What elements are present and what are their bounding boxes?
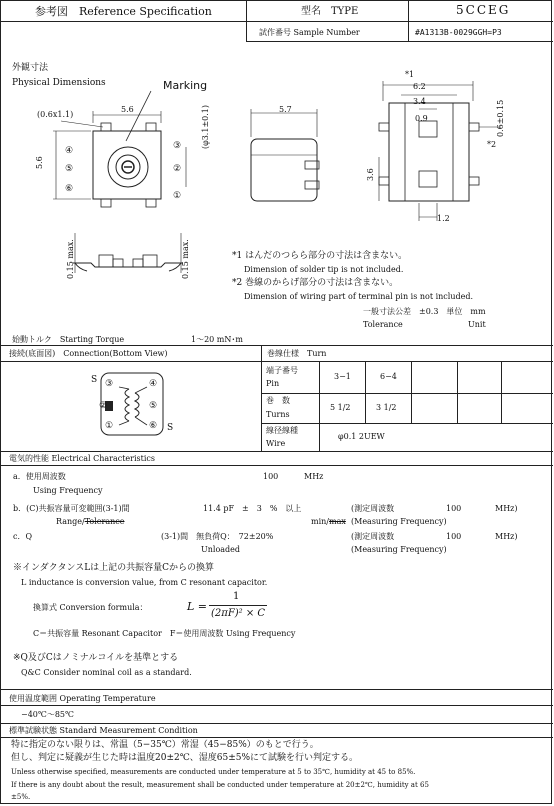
winding-pin-v2: 6−4 bbox=[380, 372, 397, 381]
range-meas-en: (Measuring Frequency) bbox=[351, 517, 447, 526]
temperature-title: 使用温度範囲 Operating Temperature bbox=[9, 694, 156, 703]
range-meas: (測定周波数 bbox=[351, 504, 395, 513]
top-width-dim: 5.6 bbox=[121, 105, 134, 114]
side-width-dim: 5.7 bbox=[279, 105, 292, 114]
sample-value: #A1313B-0029GGH=P3 bbox=[415, 28, 502, 37]
pin-5-label: ⑤ bbox=[65, 164, 74, 174]
winding-pin-v1: 3−1 bbox=[334, 372, 351, 381]
pin-4-label: ④ bbox=[65, 146, 74, 156]
range-en: Range/Tolerance bbox=[56, 517, 125, 526]
standard-line-2: 但し、判定に疑義が生じた時は温度20±2℃、湿度65±5%にて試験を行い判定する。 bbox=[11, 753, 359, 763]
torque-label: 始動トルク Starting Torque bbox=[12, 335, 125, 344]
inductance-note-jp: ※インダクタンスLは上記の共振容量Cからの換算 bbox=[13, 563, 215, 573]
q-en: Unloaded bbox=[201, 545, 241, 554]
winding-turns-v1: 5 1/2 bbox=[330, 403, 351, 412]
formula-denominator: (2πF)² × C bbox=[211, 608, 266, 619]
formula-label: 換算式 Conversion formula： bbox=[33, 603, 148, 612]
q-label: c．Q bbox=[13, 532, 33, 541]
note-2-en: Dimension of wiring part of terminal pin is not included. bbox=[244, 292, 474, 301]
inductance-note-en: L inductance is conversion value, from C resonant capacitor. bbox=[21, 578, 268, 587]
conn-pin-2: ② bbox=[99, 401, 108, 411]
freq-unit: MHz bbox=[304, 472, 324, 481]
range-label: b．(C)共振容量可変範囲(3-1)間 bbox=[13, 504, 130, 513]
standard-line-5: ±5%. bbox=[11, 793, 31, 801]
marking-label: Marking bbox=[163, 79, 208, 92]
side-view-drawing bbox=[241, 101, 331, 211]
type-value: 5CCEG bbox=[456, 3, 511, 17]
freq-value: 100 bbox=[263, 472, 279, 481]
temperature-value: −40℃〜85℃ bbox=[21, 710, 74, 719]
conn-pin-1: ① bbox=[105, 421, 114, 431]
winding-turns-v2: 3 1/2 bbox=[376, 403, 397, 412]
torque-value: 1〜20 mN･m bbox=[191, 335, 243, 344]
profile-right-dim: 0.15 max. bbox=[181, 239, 190, 279]
range-value: 11.4 pF ± 3 % 以上 bbox=[203, 504, 302, 513]
sample-label: 試作番号 Sample Number bbox=[259, 28, 360, 37]
front-w4-dim: 1.2 bbox=[437, 214, 450, 223]
conn-pin-6: ⑥ bbox=[149, 421, 158, 431]
unit-en: Unit bbox=[468, 320, 486, 329]
standard-line-1: 特に指定のない限りは、常温（5−35℃）常湿（45−85%）のもとで行う。 bbox=[11, 740, 319, 750]
standard-title: 標準試験状態 Standard Measurement Condition bbox=[9, 726, 198, 735]
q-meas-unit: MHz) bbox=[495, 532, 518, 541]
front-star2: *2 bbox=[487, 140, 497, 149]
conn-pin-5: ⑤ bbox=[149, 401, 158, 411]
conn-pin-4: ④ bbox=[149, 379, 158, 389]
top-phi-dim: (φ3.1±0.1) bbox=[201, 105, 210, 149]
freq-en: Using Frequency bbox=[33, 486, 103, 495]
winding-row-pin-jp: 端子番号 bbox=[266, 366, 298, 375]
pin-6-label: ⑥ bbox=[65, 184, 74, 194]
front-w2-dim: 3.4 bbox=[413, 97, 426, 106]
top-hole-dim: (0.6x1.1) bbox=[37, 110, 74, 119]
q-mid: (3-1)間 無負荷Q： 72±20% bbox=[161, 532, 274, 541]
winding-row-turns-en: Turns bbox=[266, 410, 290, 419]
standard-line-3: Unless otherwise specified, measurements are conducted under temperature at 5 to 35℃, humidity at 45 to 85%. bbox=[11, 768, 416, 776]
note-1-jp: *1 はんだのつらら部分の寸法は含まない。 bbox=[232, 251, 408, 261]
standard-line-4: If there is any doubt about the result, measurement shall be conducted under temperature at 20±2℃, humidity at 65 bbox=[11, 781, 429, 789]
winding-row-turns-jp: 巻 数 bbox=[266, 396, 290, 405]
front-view-drawing bbox=[371, 71, 511, 231]
formula-lhs: L = bbox=[187, 600, 208, 613]
winding-row-wire-en: Wire bbox=[266, 439, 286, 448]
electrical-title: 電気的性能 Electrical Characteristics bbox=[9, 454, 156, 463]
winding-row-wire-jp: 線径線種 bbox=[266, 426, 298, 435]
profile-left-dim: 0.15 max. bbox=[66, 239, 75, 279]
freq-label: a．使用周波数 bbox=[13, 472, 66, 481]
winding-title: 巻線仕様 Turn bbox=[267, 349, 327, 358]
tolerance-jp: 一般寸法公差 ±0.3 単位 mm bbox=[363, 307, 486, 316]
front-star1: *1 bbox=[405, 70, 415, 79]
front-h1-dim: 3.6 bbox=[366, 168, 375, 181]
pin-1-label: ① bbox=[173, 191, 182, 201]
q-meas-en: (Measuring Frequency) bbox=[351, 545, 447, 554]
note-1-en: Dimension of solder tip is not included. bbox=[244, 265, 404, 274]
dimensions-title-en: Physical Dimensions bbox=[12, 78, 106, 88]
header-title: 参考図 Reference Specification bbox=[35, 5, 212, 18]
pin-2-label: ② bbox=[173, 164, 182, 174]
conn-pin-3: ③ bbox=[105, 379, 114, 389]
winding-wire-v1: φ0.1 2UEW bbox=[338, 432, 385, 441]
range-meas-unit: MHz) bbox=[495, 504, 518, 513]
tolerance-en: Tolerance bbox=[363, 320, 403, 329]
winding-row-pin-en: Pin bbox=[266, 379, 280, 388]
connection-s-top: S bbox=[91, 375, 98, 385]
note-2-jp: *2 巻線のからげ部分の寸法は含まない。 bbox=[232, 278, 399, 288]
top-height-dim: 5.6 bbox=[35, 156, 44, 169]
connection-title: 接続(底面図) Connection(Bottom View) bbox=[9, 349, 168, 358]
type-label: 型名 TYPE bbox=[301, 6, 359, 17]
range-minmax: min/max bbox=[311, 517, 346, 526]
range-meas-val: 100 bbox=[446, 504, 462, 513]
qc-note-en: Q&C Consider nominal coil as a standard. bbox=[21, 668, 192, 677]
front-w1-dim: 6.2 bbox=[413, 82, 426, 91]
pin-3-label: ③ bbox=[173, 141, 182, 151]
formula-numerator: 1 bbox=[233, 591, 240, 602]
formula-legend: C＝共振容量 Resonant Capacitor F＝使用周波数 Using Frequency bbox=[33, 629, 296, 638]
top-view-drawing bbox=[1, 91, 201, 221]
q-meas-val: 100 bbox=[446, 532, 462, 541]
q-meas: (測定周波数 bbox=[351, 532, 395, 541]
dimensions-title-jp: 外観寸法 bbox=[12, 63, 49, 73]
front-h2-dim: 0.6±0.15 bbox=[496, 99, 505, 137]
qc-note-jp: ※Q及びCはノミナルコイルを基準とする bbox=[13, 653, 179, 663]
connection-s-bottom: S bbox=[167, 423, 174, 433]
front-w3-dim: 0.9 bbox=[415, 114, 428, 123]
